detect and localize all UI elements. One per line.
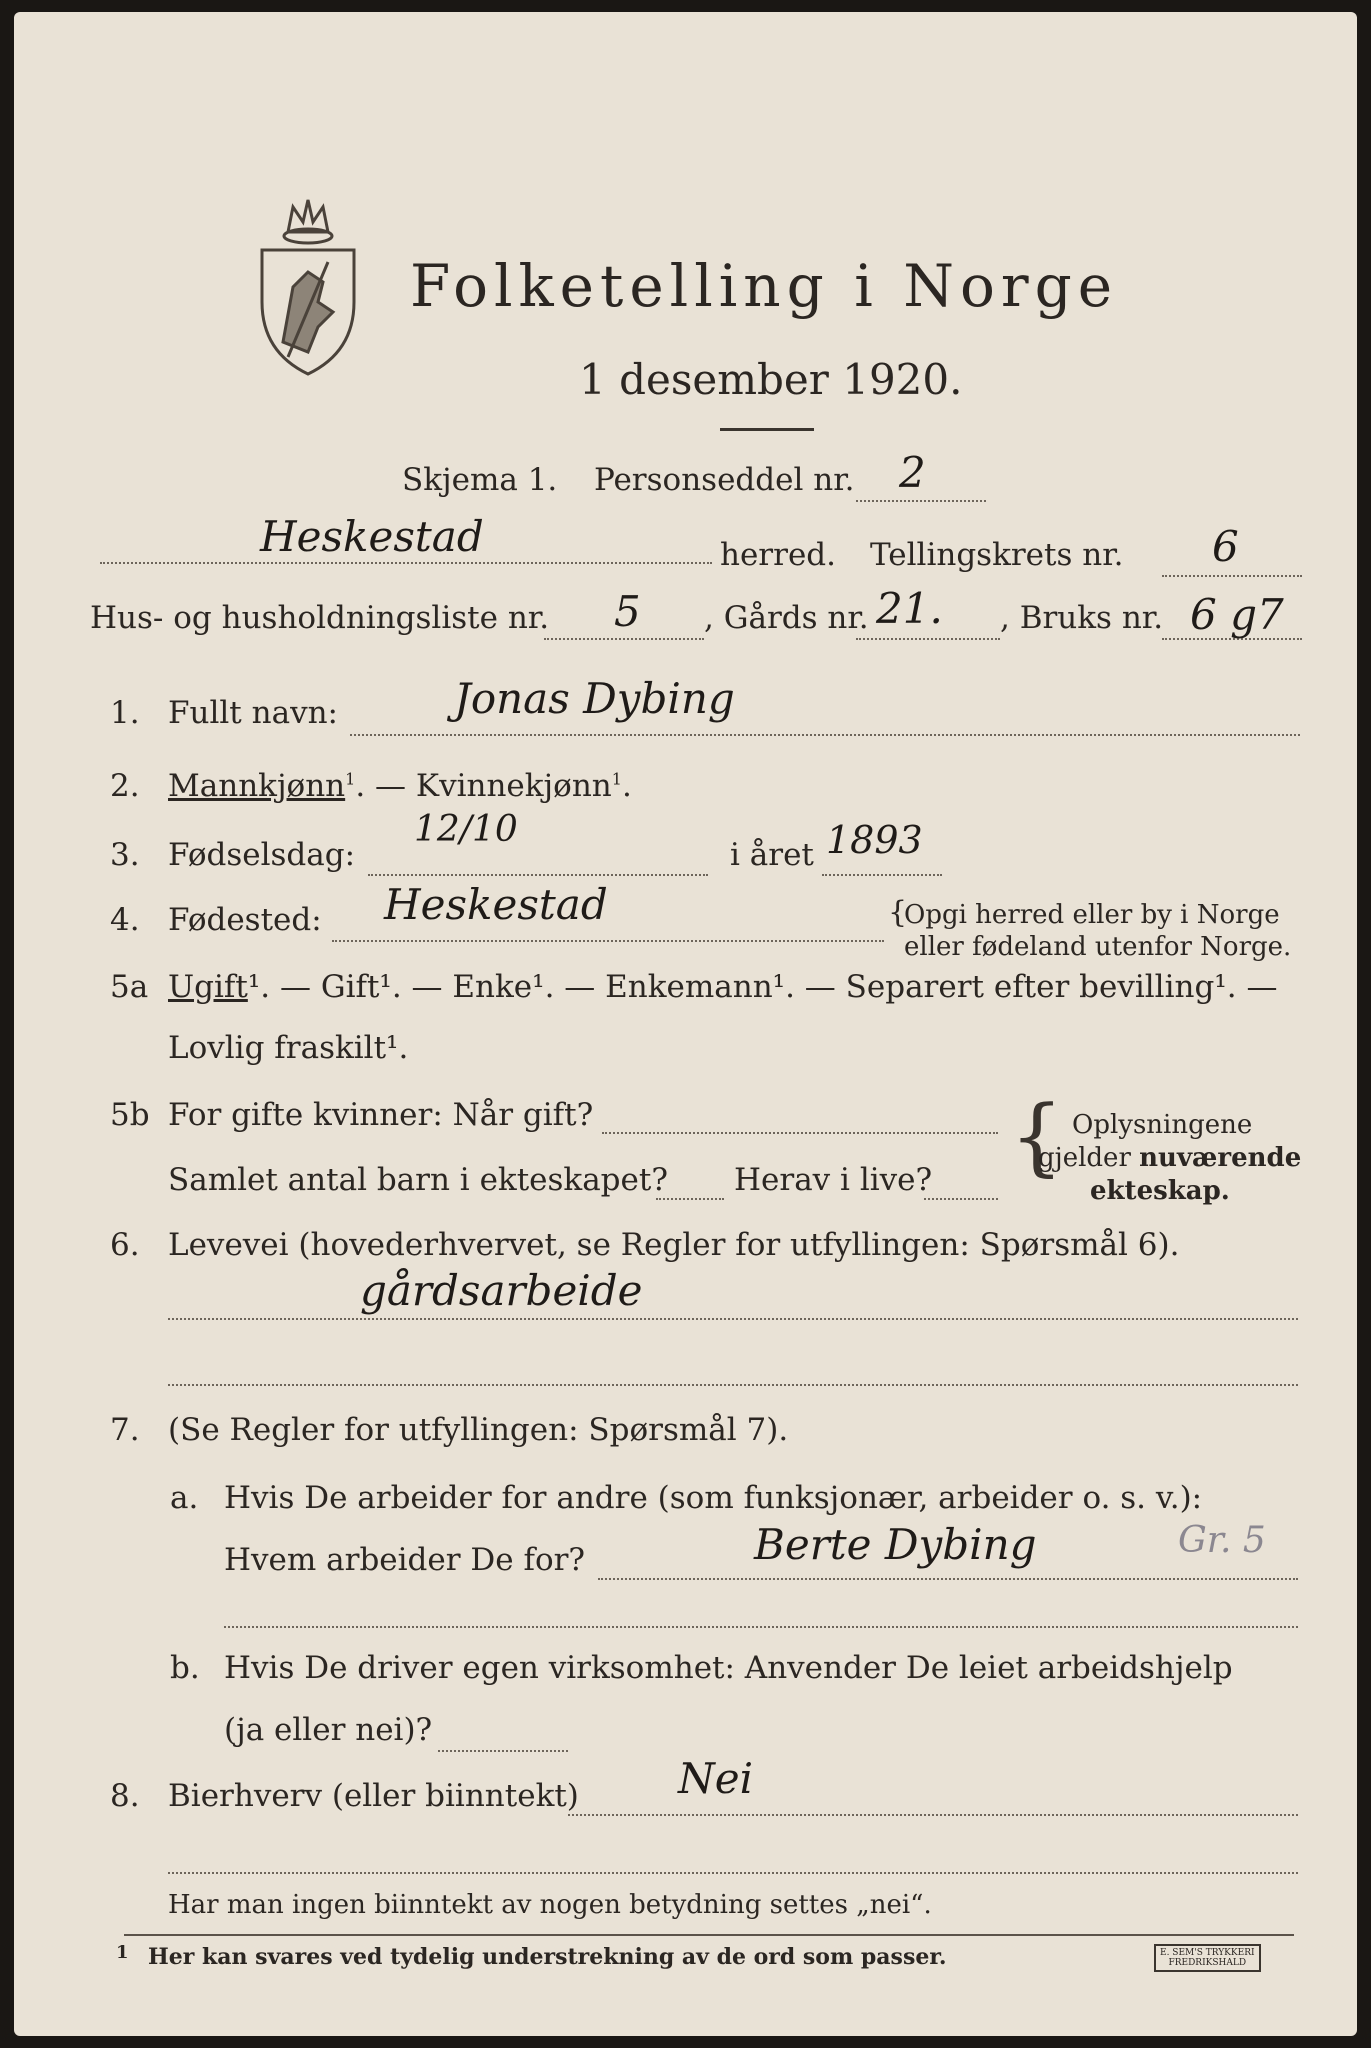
norway-coat-of-arms-icon bbox=[248, 192, 368, 382]
q7a-line2: Hvem arbeider De for? bbox=[224, 1542, 586, 1578]
q5b-line2: Samlet antal barn i ekteskapet? bbox=[168, 1162, 668, 1198]
q5b-note-1: Oplysningene bbox=[1072, 1110, 1253, 1140]
schema-label: Skjema 1. bbox=[402, 462, 558, 498]
q7a-pencil-mark: Gr. 5 bbox=[1178, 1520, 1266, 1561]
q5b-herav: Herav i live? bbox=[734, 1162, 933, 1198]
q4-brace: { bbox=[888, 895, 908, 930]
footnote-mark: 1 bbox=[116, 1942, 129, 1963]
q6-line2 bbox=[168, 1384, 1298, 1386]
q1-full-name: Jonas Dybing bbox=[454, 674, 735, 723]
q7a-employer: Berte Dybing bbox=[754, 1520, 1037, 1569]
form-title: Folketelling i Norge bbox=[410, 252, 1119, 320]
q3-label: Fødselsdag: bbox=[168, 837, 356, 873]
q8-number: 8. bbox=[110, 1778, 140, 1814]
q5a-ugift: Ugift bbox=[168, 969, 248, 1005]
q5b-line1-dots bbox=[602, 1132, 998, 1134]
title-divider bbox=[720, 428, 814, 431]
bruks-value: 6 g7 bbox=[1190, 590, 1284, 639]
q8-label: Bierhverv (eller biinntekt) bbox=[168, 1778, 579, 1814]
census-form bbox=[14, 12, 1357, 2036]
q7-label: (Se Regler for utfyllingen: Spørsmål 7). bbox=[168, 1412, 789, 1448]
personseddel-label: Personseddel nr. bbox=[594, 462, 855, 498]
q1-number: 1. bbox=[110, 695, 140, 731]
tellingskrets-line bbox=[1162, 575, 1302, 577]
q8-note: Har man ingen biinntekt av nogen betydning settes „nei“. bbox=[168, 1890, 932, 1920]
q7-number: 7. bbox=[110, 1412, 140, 1448]
q5b-line1: For gifte kvinner: Når gift? bbox=[168, 1097, 594, 1133]
hus-value: 5 bbox=[614, 587, 641, 636]
q7b-line2: (ja eller nei)? bbox=[224, 1712, 433, 1748]
herred-line bbox=[100, 562, 712, 564]
printer-stamp: E. SEM'S TRYKKERI FREDRIKSHALD bbox=[1154, 1944, 1261, 1972]
personseddel-line bbox=[856, 500, 986, 502]
q6-line1 bbox=[168, 1318, 1298, 1320]
q7b-line1: Hvis De driver egen virksomhet: Anvender De leiet arbeidshjelp bbox=[224, 1650, 1233, 1686]
tellingskrets-value: 6 bbox=[1212, 522, 1239, 571]
gards-label: , Gårds nr. bbox=[704, 600, 869, 636]
q5b-herav-dots bbox=[924, 1198, 998, 1200]
q5b-brace: { bbox=[1010, 1087, 1064, 1185]
hus-line bbox=[544, 638, 704, 640]
q2-gender-options: Mannkjønn$^1$. — Kvinnekjønn$^1$. bbox=[168, 768, 632, 804]
herred-label: herred. bbox=[720, 537, 836, 573]
q4-note-2: eller fødeland utenfor Norge. bbox=[904, 932, 1292, 962]
q3-year-label: i året bbox=[730, 837, 814, 873]
q3-year: 1893 bbox=[826, 818, 923, 862]
gards-line bbox=[856, 638, 1000, 640]
q3-birthday: 12/10 bbox=[414, 809, 518, 850]
footnote-text: Her kan svares ved tydelig understrekning av de ord som passer. bbox=[148, 1944, 947, 1970]
q1-label: Fullt navn: bbox=[168, 695, 338, 731]
q6-label: Levevei (hovederhvervet, se Regler for utfyllingen: Spørsmål 6). bbox=[168, 1227, 1180, 1263]
q7a-number: a. bbox=[170, 1480, 199, 1516]
q5a-options: Ugift¹. — Gift¹. — Enke¹. — Enkemann¹. — Separert efter bevilling¹. — bbox=[168, 969, 1278, 1005]
q7b-line bbox=[438, 1750, 568, 1752]
q7a-line bbox=[598, 1578, 1298, 1580]
q2-number: 2. bbox=[110, 768, 140, 804]
q1-line bbox=[350, 734, 1300, 736]
q3-year-line bbox=[822, 874, 942, 876]
hus-label: Hus- og husholdningsliste nr. bbox=[90, 600, 550, 636]
q3-line bbox=[368, 874, 708, 876]
bruks-label: , Bruks nr. bbox=[1000, 600, 1164, 636]
q4-label: Fødested: bbox=[168, 902, 322, 938]
q7a-line1: Hvis De arbeider for andre (som funksjonær, arbeider o. s. v.): bbox=[224, 1480, 1203, 1516]
q5b-barn-dots bbox=[656, 1198, 724, 1200]
q4-birthplace: Heskestad bbox=[384, 880, 608, 929]
q2-mann: Mannkjønn bbox=[168, 768, 346, 804]
q4-line bbox=[332, 940, 884, 942]
q8-value: Nei bbox=[678, 1754, 754, 1803]
q3-number: 3. bbox=[110, 837, 140, 873]
gards-value: 21. bbox=[876, 584, 943, 633]
q5a-line2: Lovlig fraskilt¹. bbox=[168, 1030, 409, 1066]
q6-occupation: gårdsarbeide bbox=[360, 1266, 643, 1315]
footnote-divider bbox=[124, 1934, 1294, 1936]
q5b-number: 5b bbox=[110, 1097, 150, 1133]
q7a-line-2 bbox=[224, 1626, 1298, 1628]
q4-note-1: Opgi herred eller by i Norge bbox=[904, 900, 1280, 930]
q8-line bbox=[568, 1814, 1298, 1816]
q4-number: 4. bbox=[110, 902, 140, 938]
q7b-number: b. bbox=[170, 1650, 200, 1686]
q6-number: 6. bbox=[110, 1227, 140, 1263]
census-date: 1 desember 1920. bbox=[579, 355, 963, 404]
q5a-number: 5a bbox=[110, 969, 149, 1005]
herred-value: Heskestad bbox=[260, 512, 484, 561]
tellingskrets-label: Tellingskrets nr. bbox=[870, 537, 1124, 573]
q5b-note-3: ekteskap. bbox=[1090, 1176, 1230, 1206]
q8-line-2 bbox=[168, 1872, 1298, 1874]
q5b-note-2: gjelder nuværende bbox=[1038, 1143, 1302, 1173]
personseddel-value: 2 bbox=[899, 448, 926, 497]
